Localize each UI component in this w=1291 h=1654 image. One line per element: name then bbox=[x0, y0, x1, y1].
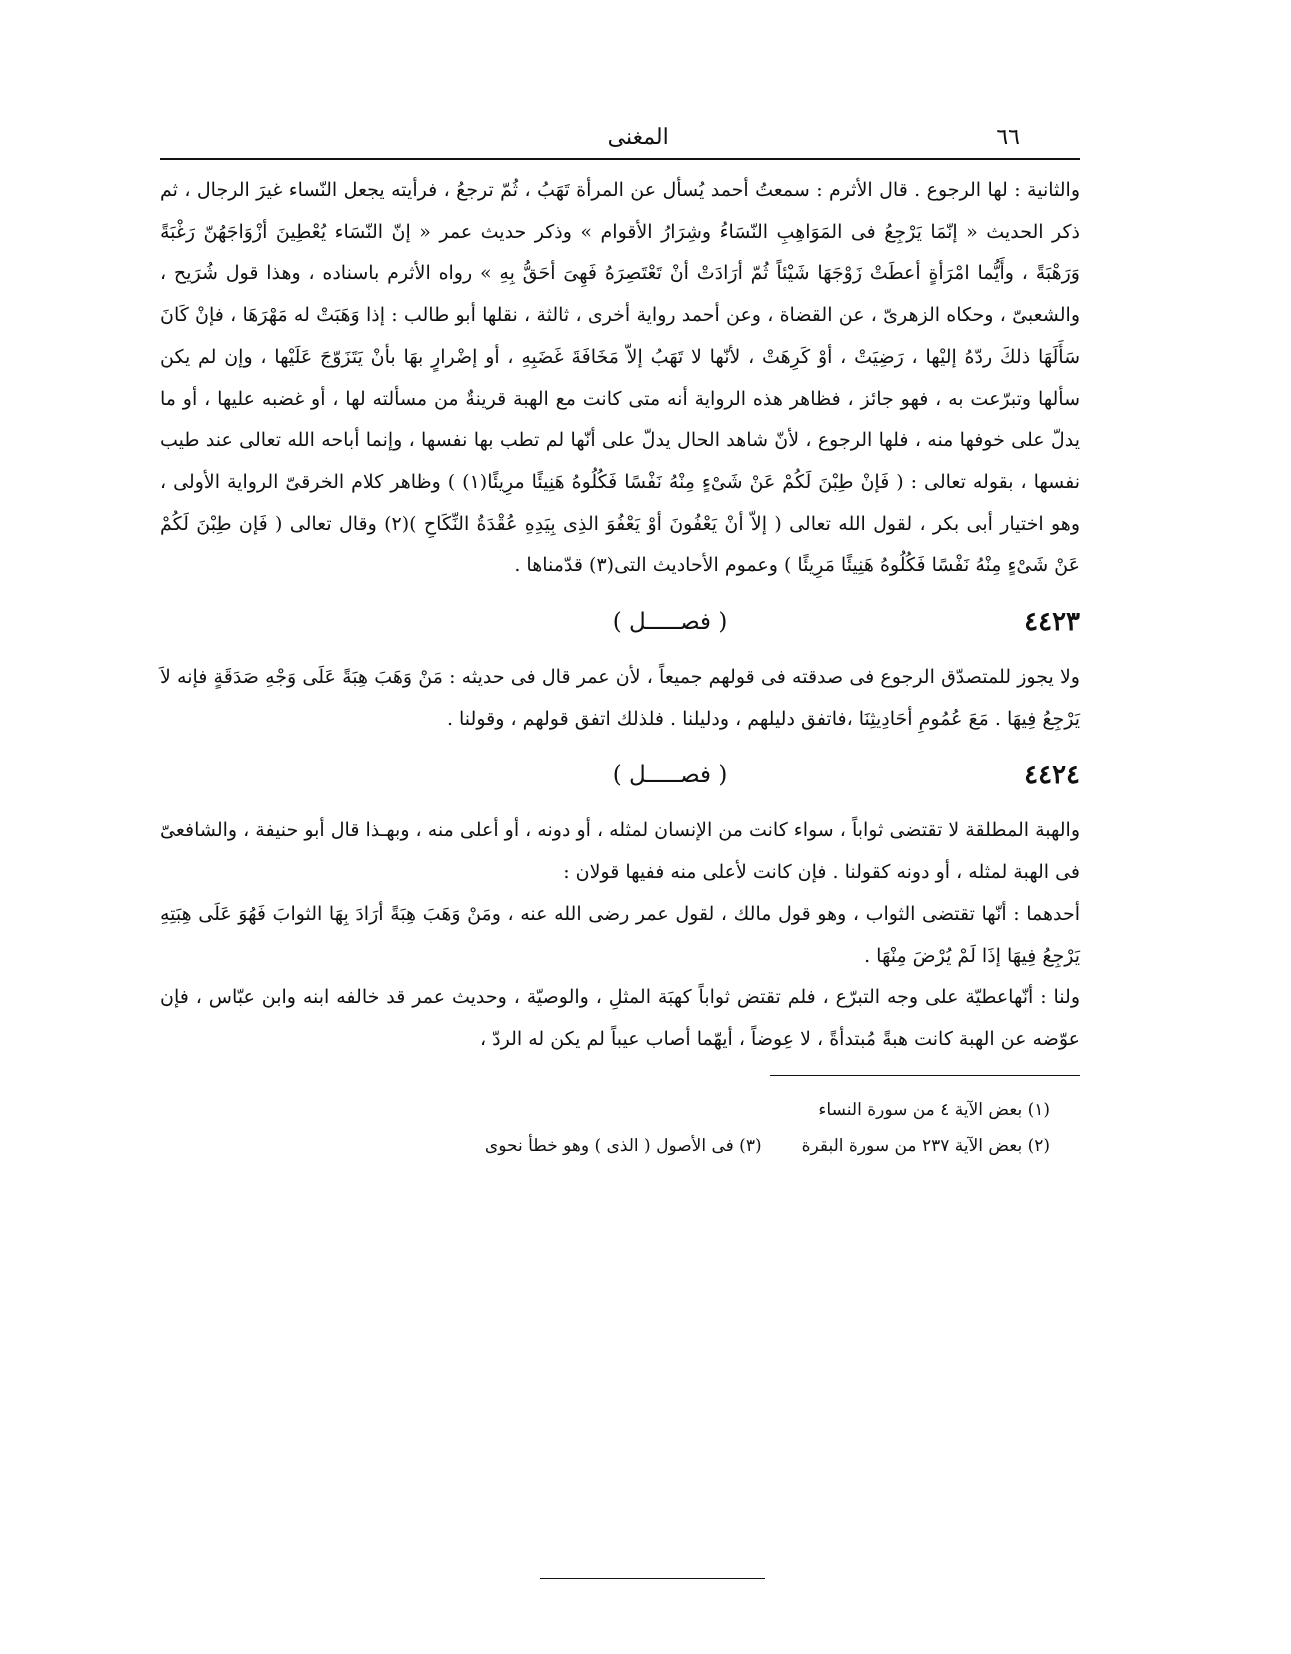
section-label: ( فصـــــل ) bbox=[612, 609, 728, 636]
bottom-rule bbox=[540, 1578, 765, 1579]
footnote-row bbox=[160, 1092, 1050, 1128]
page bbox=[160, 110, 1080, 1164]
paragraph-4: أحدهما : أنّها تقتضى الثواب ، وهو قول مالك ، لقول عمر رضى الله عنه ، ومَنْ وَهَبَ هِبَةً أرَادَ بِهَا الثوابَ فَهُوَ عَلَى هِبَتِهِ يَرْجِعُ فِيهَا إذَا لَمْ يُرْضَ مِنْهَا . bbox=[160, 902, 1080, 967]
footnote-3: (٣) فى الأصول ( الذى ) وهو خطأ نحوى bbox=[484, 1135, 762, 1156]
section-heading-4423 bbox=[160, 593, 1080, 651]
book-title: المغنى bbox=[607, 125, 669, 150]
footnote-2: (٢) بعض الآية ٢٣٧ من سورة البقرة bbox=[801, 1135, 1050, 1156]
footnotes bbox=[160, 1092, 1080, 1164]
section-number: ٤٤٢٤ bbox=[1024, 760, 1080, 791]
paragraph-5: ولنا : أنّهاعطيّة على وجه التبرّع ، فلم تقتض ثواباً كهبَة المثلِ ، والوصيّة ، وحديث عمر قد خالفه ابنه وابن عبّاس ، فإن عوّضه عن الهبة كانت هبةً مُبتدأةً ، لا عِوضاً ، أيهّما أصاب عيباً لم يكن له الردّ ، bbox=[160, 986, 1080, 1050]
section-label: ( فصـــــل ) bbox=[612, 762, 728, 789]
page-header bbox=[160, 110, 1080, 158]
footnote-row bbox=[160, 1128, 1050, 1164]
paragraph-3: والهبة المطلقة لا تقتضى ثواباً ، سواء كانت من الإنسان لمثله ، أو دونه ، أو أعلى منه ، وبهـذا قال أبو حنيفة ، والشافعىّ فى الهبة لمثله ، أو دونه كقولنا . فإن كانت لأعلى منه ففيها قولان : bbox=[160, 819, 1080, 884]
section-heading-4424 bbox=[160, 746, 1080, 804]
page-number: ٦٦ bbox=[996, 125, 1020, 150]
paragraph-1: والثانية : لها الرجوع . قال الأثرم : سمعتُ أحمد يُسأل عن المرأة تَهَبُ ، ثُمّ ترجعُ ، فرأيته يجعل النّساء غيرَ الرجال ، ثم ذكر الحديث « إنّمَا يَرْجِعُ فى المَوَاهِبِ النّسَاءُ وشِرَارُ الأقوام » وذكر حديث عمر « إنّ النّسَاء يُعْطِينَ أزْوَاجَهُنّ رَغْبَةً وَرَهْبَةً ، وأَيُّما امْرَأةٍ أعطَتْ زَوْجَهَا شَيْئاً ثُمّ أرَادَتْ أنْ تَعْتَصِرَهُ فَهِىَ أحَقُّ بِهِ » رواه الأثرم باسناده ، وهذا قول شُرَيح ، والشعبىّ ، وحكاه الزهرىّ ، عن القضاة ، وعن أحمد رواية أخرى ، ثالثة ، نقلها أبو طالب : إذا وَهَبَتْ له مَهْرَهَا ، فإنْ كَانَ سَأَلَهَا ذلكَ ردّهُ إليْها ، رَضِيَتْ ، أوْ كَرِهَتْ ، لأنّها لا تَهَبُ إلاّ مَخَافَةَ غَضَبِهِ ، أو إضْرارٍ بهَا بأنْ يَتَزَوّجَ عَلَيْها ، وإن لم يكن سألها وتبرّعت به ، فهو جائز ، فظاهر هذه الرواية أنه متى كانت مع الهبة قرينةٌ من مسألته لها ، أو غضبه عليها ، أو ما يدلّ على خوفها منه ، فلها الرجوع ، لأنّ شاهد الحال يدلّ على أنّها لم تطب بها نفسها ، وإنما أباحه الله تعالى عند طيب نفسها ، بقوله تعالى : ( فَإنْ طِبْنَ لَكُمْ عَنْ شَىْءٍ مِنْهُ نَفْسًا فَكُلُوهُ هَنِيئًا مرِيئًا(١) ) وظاهر كلام الخرقىّ الرواية الأولى ، وهو اختيار أبى بكر ، لقول الله تعالى ( إلاّ أنْ يَعْفُونَ أوْ يَعْفُوَ الذِى بِيَدِهِ عُقْدَةُ النِّكَاحِ )(٢) وقال تعالى ( فَإن طِبْنَ لَكُمْ عَنْ شَىْءٍ مِنْهُ نَفْسًا فَكُلُوهُ هَنِيئًا مَرِيئًا ) وعموم الأحاديث التى(٣) قدّمناها . bbox=[160, 179, 1081, 577]
section-number: ٤٤٢٣ bbox=[1024, 607, 1080, 638]
paragraph-2: ولا يجوز للمتصدّق الرجوع فى صدقته فى قولهم جميعاً ، لأن عمر قال فى حديثه : مَنْ وَهَبَ هِبَةً عَلَى وَجْهِ صَدَقَةٍ فإنه لاَ يَرْجِعُ فِيهَا . مَعَ عُمُومِ أحَادِيثِنَا ،فاتفق دليلهم ، ودليلنا . فلذلك اتفق قولهم ، وقولنا . bbox=[160, 666, 1080, 730]
header-rule bbox=[160, 158, 1080, 160]
footnote-group bbox=[485, 1128, 1050, 1164]
footnote-1: (١) بعض الآية ٤ من سورة النساء bbox=[818, 1099, 1050, 1120]
footnote-rule bbox=[770, 1075, 1080, 1076]
